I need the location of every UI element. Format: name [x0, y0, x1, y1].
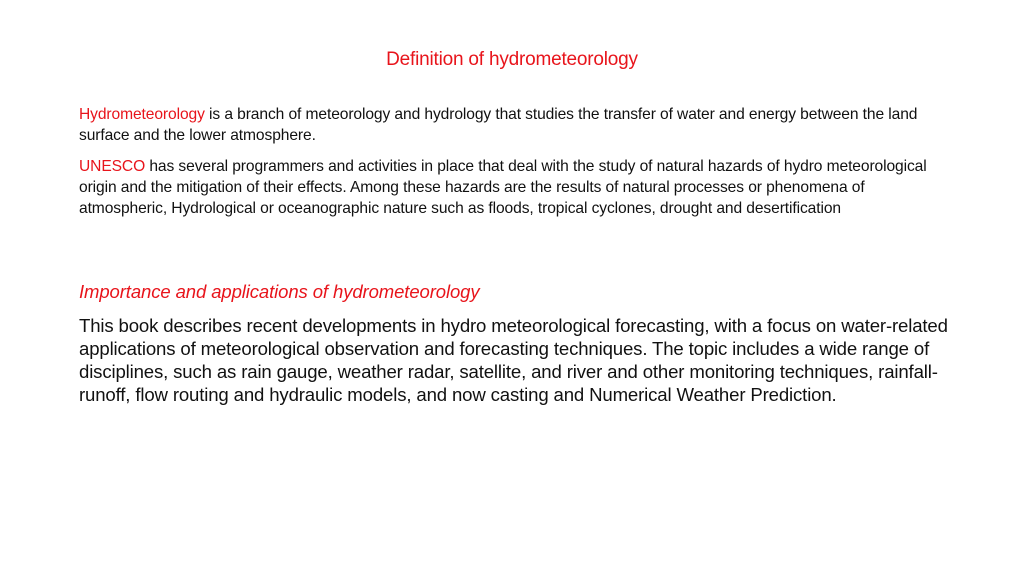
unesco-paragraph	[79, 156, 949, 219]
importance-body: This book describes recent developments in hydro meteorological forecasting, with a focus on water-related applications of meteorological observation and forecasting techniques. The topic includes a wide range of disciplines, such as rain gauge, weather radar, satellite, and river and other monitoring techniques, rainfall-runoff, flow routing and hydraulic models, and now casting and Numerical Weather Prediction.	[79, 315, 948, 405]
slide-title: Definition of hydrometeorology	[386, 49, 638, 70]
unesco-text: has several programmers and activities in place that deal with the study of natural hazards of hydro meteorological origin and the mitigation of their effects. Among these hazards are the results of natural processes or phenomena of atmospheric, Hydrological or oceanographic nature such as floods, tropical cyclones, drought and desertification	[79, 158, 927, 217]
definition-term: Hydrometeorology	[79, 106, 205, 123]
definition-text: is a branch of meteorology and hydrology that studies the transfer of water and energy between the land surface and the lower atmosphere.	[79, 106, 918, 144]
unesco-term: UNESCO	[79, 158, 146, 175]
importance-heading: Importance and applications of hydrometeorology	[79, 281, 480, 302]
definition-paragraph	[79, 104, 949, 146]
